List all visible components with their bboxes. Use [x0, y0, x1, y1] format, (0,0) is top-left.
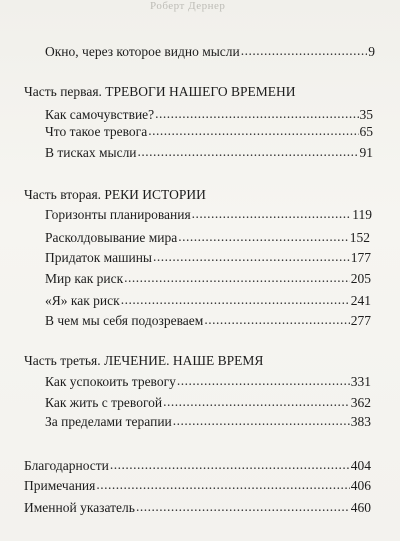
part-heading-3[interactable]: Часть третья. ЛЕЧЕНИЕ. НАШЕ ВРЕМЯ: [24, 353, 264, 368]
leader-dots: [110, 457, 350, 473]
bleed-through-text: Роберт Дернер: [150, 0, 226, 12]
leader-dots: [136, 499, 350, 515]
toc-entry[interactable]: [45, 207, 372, 223]
toc-entry-label: Благодарности: [24, 458, 109, 473]
leader-dots: [173, 413, 350, 429]
toc-entry-page: 119: [352, 207, 372, 222]
toc-entry-label: Как самочувствие?: [45, 107, 155, 122]
leader-dots: [177, 373, 350, 389]
toc-entry[interactable]: [45, 271, 371, 287]
toc-entry-page: 205: [350, 271, 371, 286]
toc-entry[interactable]: [45, 395, 371, 411]
toc-entry-label: Мир как риск: [45, 271, 124, 286]
leader-dots: [121, 292, 350, 308]
toc-entry[interactable]: [45, 124, 373, 140]
toc-entry-label: Что такое тревога: [45, 124, 148, 139]
toc-entry-label: В чем мы себя подозреваем: [45, 313, 204, 328]
toc-entry-label: Примечания: [24, 478, 96, 493]
toc-entry-label: Горизонты планирования: [45, 207, 191, 222]
leader-dots: [148, 123, 358, 139]
toc-entry[interactable]: [45, 293, 371, 309]
toc-entry-page: 383: [350, 414, 371, 429]
toc-entry-label: Как успокоить тревогу: [45, 374, 176, 389]
part-heading-1[interactable]: Часть первая. ТРЕВОГИ НАШЕГО ВРЕМЕНИ: [24, 84, 296, 99]
toc-entry-page: 152: [349, 230, 370, 245]
toc-entry-page: 460: [350, 500, 371, 515]
leader-dots: [124, 270, 350, 286]
toc-entry-intro[interactable]: [45, 44, 375, 60]
leader-dots: [241, 43, 367, 59]
leader-dots: [178, 229, 348, 245]
toc-entry[interactable]: [45, 107, 373, 123]
toc-entry-label: Как жить с тревогой: [45, 395, 163, 410]
toc-entry-back-matter[interactable]: [24, 500, 371, 516]
toc-entry-label: Окно, через которое видно мысли: [45, 44, 240, 59]
toc-entry-page: 362: [350, 395, 371, 410]
toc-entry-page: 65: [359, 124, 373, 139]
toc-entry-page: 35: [359, 107, 373, 122]
toc-entry-label: В тисках мысли: [45, 145, 137, 160]
toc-entry[interactable]: [45, 414, 371, 430]
toc-entry-page: 9: [368, 44, 375, 59]
toc-entry-label: Придаток машины: [45, 250, 152, 265]
leader-dots: [96, 477, 349, 493]
toc-entry-page: 331: [350, 374, 371, 389]
toc-entry-page: 406: [350, 478, 371, 493]
toc-entry-back-matter[interactable]: [24, 458, 371, 474]
toc-entry[interactable]: [45, 230, 370, 246]
leader-dots: [192, 206, 352, 222]
leader-dots: [153, 249, 350, 265]
leader-dots: [138, 144, 359, 160]
leader-dots: [204, 312, 349, 328]
toc-entry-page: 91: [359, 145, 373, 160]
toc-entry-label: «Я» как риск: [45, 293, 120, 308]
toc-entry-label: За пределами терапии: [45, 414, 172, 429]
toc-entry[interactable]: [45, 145, 373, 161]
toc-entry-label: Расколдовывание мира: [45, 230, 178, 245]
toc-entry-page: 277: [350, 313, 371, 328]
toc-entry-page: 177: [350, 250, 371, 265]
part-heading-2[interactable]: Часть вторая. РЕКИ ИСТОРИИ: [24, 187, 206, 202]
toc-entry-page: 241: [350, 293, 371, 308]
toc-entry[interactable]: [45, 313, 371, 329]
toc-entry[interactable]: [45, 374, 371, 390]
leader-dots: [155, 106, 358, 122]
toc-entry-page: 404: [350, 458, 371, 473]
toc-entry[interactable]: [45, 250, 371, 266]
leader-dots: [163, 394, 350, 410]
toc-entry-back-matter[interactable]: [24, 478, 371, 494]
toc-entry-label: Именной указатель: [24, 500, 135, 515]
